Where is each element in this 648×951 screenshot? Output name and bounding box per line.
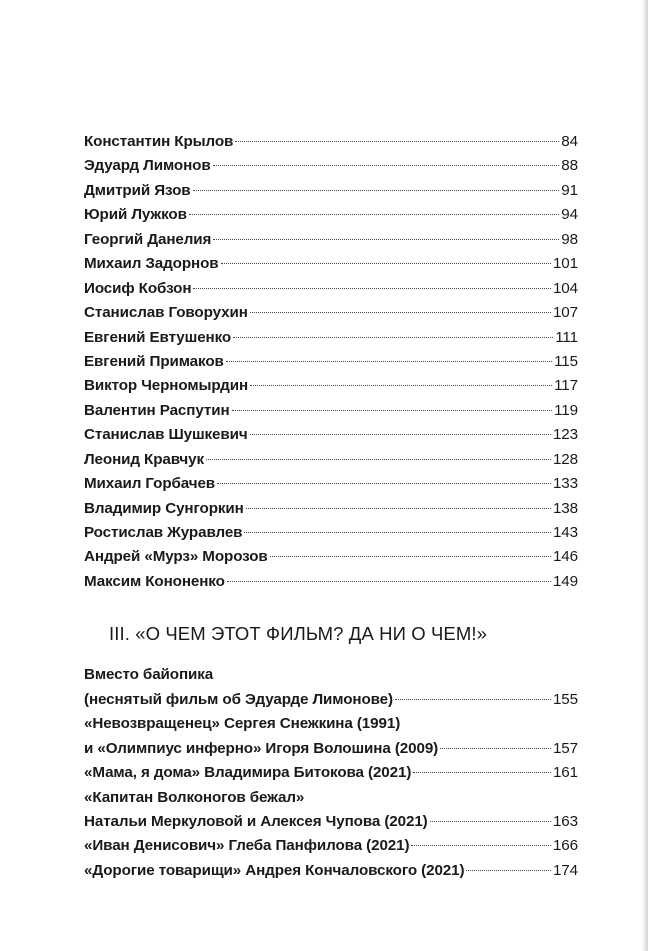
toc-entry[interactable] bbox=[84, 545, 578, 569]
toc-entry[interactable] bbox=[84, 423, 578, 447]
toc-entry-title: Михаил Горбачев bbox=[84, 475, 216, 493]
dot-leader bbox=[411, 845, 550, 846]
toc-entry-title: «Дорогие товарищи» Андрея Кончаловского (2021) bbox=[84, 861, 465, 879]
toc-entry-page-number: 155 bbox=[552, 690, 578, 708]
toc-entry[interactable] bbox=[84, 448, 578, 472]
toc-entry[interactable] bbox=[84, 570, 578, 594]
dot-leader bbox=[233, 337, 553, 338]
toc-entry-page-number: 128 bbox=[552, 450, 578, 468]
dot-leader bbox=[440, 748, 551, 749]
toc-entry-page-number: 157 bbox=[552, 739, 578, 757]
toc-entry[interactable] bbox=[84, 326, 578, 350]
toc-entry-title: «Мама, я дома» Владимира Битокова (2021) bbox=[84, 764, 412, 782]
toc-entry-title: Георгий Данелия bbox=[84, 230, 212, 248]
toc-entry-title: Эдуард Лимонов bbox=[84, 157, 211, 175]
toc-entry-page-number: 174 bbox=[552, 861, 578, 879]
toc-entry-page-number: 88 bbox=[561, 157, 578, 175]
dot-leader bbox=[189, 214, 559, 215]
toc-entry-page-number: 84 bbox=[561, 133, 578, 150]
dot-leader bbox=[235, 141, 559, 142]
toc-entry[interactable] bbox=[84, 228, 578, 252]
toc-entry-title: Станислав Говорухин bbox=[84, 304, 248, 322]
toc-entry-title: Дмитрий Язов bbox=[84, 181, 191, 199]
toc-entry[interactable] bbox=[84, 130, 578, 154]
toc-entry[interactable] bbox=[84, 472, 578, 496]
toc-entry-title: Юрий Лужков bbox=[84, 206, 187, 224]
toc-entry-page-number: 146 bbox=[552, 548, 578, 566]
toc-entry-lead-line[interactable]: «Невозвращенец» Сергея Снежкина (1991) bbox=[84, 715, 401, 733]
dot-leader bbox=[193, 190, 560, 191]
dot-leader bbox=[246, 508, 551, 509]
dot-leader bbox=[213, 165, 560, 166]
toc-entry[interactable] bbox=[84, 521, 578, 545]
toc-entry-title: «Иван Денисович» Глеба Панфилова (2021) bbox=[84, 837, 410, 855]
dot-leader bbox=[221, 263, 551, 264]
toc-entry[interactable] bbox=[84, 688, 578, 712]
toc-entry[interactable] bbox=[84, 277, 578, 301]
toc-entry-page-number: 119 bbox=[554, 401, 578, 419]
toc-entry-title: Натальи Меркуловой и Алексея Чупова (2021) bbox=[84, 812, 428, 830]
toc-entry[interactable] bbox=[84, 374, 578, 398]
toc-entry-page-number: 107 bbox=[552, 304, 578, 322]
toc-entry-page-number: 98 bbox=[561, 230, 578, 248]
toc-entry-page-number: 143 bbox=[552, 524, 578, 541]
toc-entry-title: Константин Крылов bbox=[84, 133, 234, 150]
toc-entry[interactable] bbox=[84, 179, 578, 203]
dot-leader bbox=[430, 821, 551, 822]
toc-entry-title: Михаил Задорнов bbox=[84, 255, 219, 273]
dot-leader bbox=[413, 772, 551, 773]
toc-entry[interactable] bbox=[84, 301, 578, 325]
dot-leader bbox=[466, 870, 551, 871]
toc-entry[interactable] bbox=[84, 497, 578, 521]
dot-leader bbox=[232, 410, 553, 411]
toc-entry-title: Валентин Распутин bbox=[84, 401, 230, 419]
toc-part-2-list bbox=[84, 130, 578, 594]
dot-leader bbox=[244, 532, 551, 533]
dot-leader bbox=[250, 434, 551, 435]
toc-entry-title: Станислав Шушкевич bbox=[84, 426, 248, 444]
toc-entry-title: Евгений Примаков bbox=[84, 352, 224, 370]
toc-entry[interactable] bbox=[84, 761, 578, 785]
toc-entry-page-number: 166 bbox=[552, 837, 578, 855]
toc-entry-title: Владимир Сунгоркин bbox=[84, 499, 244, 517]
toc-part-3-list bbox=[84, 663, 578, 883]
toc-entry[interactable] bbox=[84, 737, 578, 761]
toc-entry-page-number: 133 bbox=[552, 475, 578, 493]
toc-entry-page-number: 123 bbox=[552, 426, 578, 444]
toc-entry-lead-line[interactable]: «Капитан Волконогов бежал» bbox=[84, 788, 305, 806]
toc-entry-page-number: 94 bbox=[561, 206, 578, 224]
toc-entry-title: Ростислав Журавлев bbox=[84, 524, 243, 541]
toc-entry[interactable] bbox=[84, 154, 578, 178]
toc-entry[interactable] bbox=[84, 810, 578, 834]
toc-entry-title: (неснятый фильм об Эдуарде Лимонове) bbox=[84, 690, 393, 708]
toc-entry[interactable] bbox=[84, 350, 578, 374]
toc-entry[interactable] bbox=[84, 834, 578, 858]
toc-entry-title: Иосиф Кобзон bbox=[84, 279, 192, 297]
toc-entry-page-number: 138 bbox=[552, 499, 578, 517]
dot-leader bbox=[395, 699, 551, 700]
dot-leader bbox=[270, 556, 551, 557]
toc-entry-page-number: 111 bbox=[555, 328, 578, 346]
dot-leader bbox=[193, 288, 551, 289]
toc-entry-title: Виктор Черномырдин bbox=[84, 377, 249, 395]
dot-leader bbox=[206, 459, 551, 460]
toc-entry-page-number: 104 bbox=[552, 279, 578, 297]
page-edge-shadow bbox=[642, 0, 648, 951]
toc-entry-page-number: 101 bbox=[552, 255, 578, 273]
toc-entry-title: Максим Кононенко bbox=[84, 572, 225, 590]
dot-leader bbox=[217, 483, 551, 484]
toc-entry-page-number: 115 bbox=[554, 352, 578, 370]
toc-entry-page-number: 149 bbox=[552, 572, 578, 590]
section-heading: III. «О ЧЕМ ЭТОТ ФИЛЬМ? ДА НИ О ЧЕМ!» bbox=[109, 623, 487, 645]
dot-leader bbox=[213, 239, 559, 240]
toc-entry-lead-line[interactable]: Вместо байопика bbox=[84, 666, 214, 684]
toc-entry-title: и «Олимпиус инферно» Игоря Волошина (2009) bbox=[84, 739, 439, 757]
toc-entry-page-number: 117 bbox=[554, 377, 578, 395]
toc-entry[interactable] bbox=[84, 399, 578, 423]
toc-entry-page-number: 91 bbox=[561, 181, 578, 199]
toc-entry[interactable] bbox=[84, 252, 578, 276]
dot-leader bbox=[250, 312, 551, 313]
table-of-contents bbox=[84, 130, 578, 883]
toc-entry-page-number: 163 bbox=[552, 812, 578, 830]
toc-entry-title: Андрей «Мурз» Морозов bbox=[84, 548, 268, 566]
toc-entry-title: Евгений Евтушенко bbox=[84, 328, 232, 346]
dot-leader bbox=[227, 581, 551, 582]
dot-leader bbox=[250, 385, 552, 386]
toc-entry-page-number: 161 bbox=[552, 764, 578, 782]
toc-entry-title: Леонид Кравчук bbox=[84, 450, 204, 468]
toc-entry[interactable] bbox=[84, 203, 578, 227]
dot-leader bbox=[226, 361, 552, 362]
toc-entry[interactable] bbox=[84, 859, 578, 883]
